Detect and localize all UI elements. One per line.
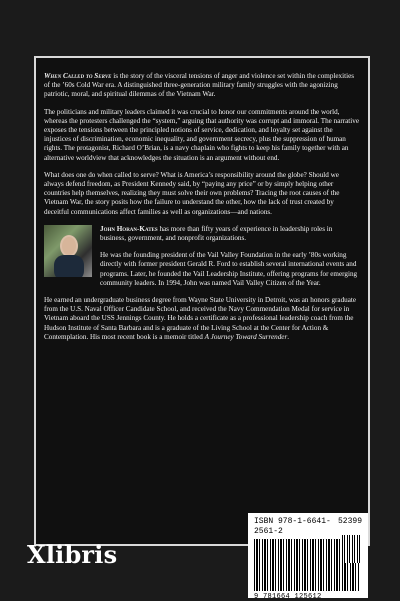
- barcode-supplement-bars: [342, 535, 362, 563]
- bio-paragraph-1: [100, 225, 360, 243]
- back-cover-panel: [34, 56, 370, 546]
- bio-3-text: He earned an undergraduate business degree from Wayne State University in Detroit, was an honors graduate from the U.S. Naval Officer Candidate School, and received the Navy Commendation Medal for service in Vietnam aboard the USS Jennings County. He holds a certificate as a professional leadership coach from the Hudson Institute of Santa Barbara and is a graduate of the Living School at the Center for Action & Contemplation. His most recent book is a memoir titled: [44, 296, 357, 341]
- author-name: John Horan-Kates: [100, 224, 158, 233]
- synopsis-paragraph-2: The politicians and military leaders claimed it was crucial to honor our commitments around the world, whereas the protesters challenged the “system,” arguing that authority was corrupt and immoral. The narrative exposes the tensions between the principled notions of service, dedication, and loyalty set against the injustices of discrimination, economic inequality, and government secrecy, plus the suppression of human rights. The protagonist, Richard O’Brian, is a navy chaplain who fights to keep his family together with an alternative worldview that acknowledges the situation is an argument without end.: [44, 107, 360, 162]
- barcode: [248, 513, 368, 601]
- recent-book-title: A Journey Toward Surrender: [204, 332, 288, 341]
- synopsis-1-text: is the story of the visceral tensions of anger and violence set within the complexities of the ’60s Cold War era. A distinguished three-generation military family struggles with the agonizing patriotic, moral, and spiritual dilemmas of the Vietnam War.: [44, 72, 355, 99]
- back-cover-text: [36, 58, 368, 350]
- author-bio: [44, 225, 360, 296]
- publisher-logo: Xlibris: [27, 540, 118, 569]
- synopsis-paragraph-1: [44, 72, 360, 100]
- barcode-digits: 9 781664 125612: [254, 593, 322, 601]
- price-code: 52399: [337, 517, 362, 526]
- isbn-text: ISBN 978-1-6641-2561-2: [254, 517, 331, 536]
- synopsis-paragraph-3: What does one do when called to serve? What is America’s responsibility around the globe? Should we always defend freedom, as President Kennedy said, by “paying any price” or by simply helping other countries help themselves, realizing they must solve their own problems? Tracing the root causes of the Vietnam War, the story posits how the failure to understand the other, how the lack of trust created by deceitful communications affect families as well as organizations—and nations.: [44, 170, 340, 216]
- bio-3-end: .: [287, 332, 290, 341]
- author-photo: [44, 225, 92, 277]
- bio-paragraph-2: He was the founding president of the Vail Valley Foundation in the early ’80s working directly with former president Gerald R. Ford to establish several international events and programs. Later, he founded the Vail Leadership Institute, offering programs for emerging community leaders. In 1994, John was named Vail Valley Citizen of the Year.: [100, 251, 358, 287]
- bio-1-text: has more than fifty years of experience in leadership roles in business, government, and nonprofit organizations.: [100, 224, 333, 243]
- book-title: When Called to Serve: [44, 72, 112, 80]
- author-bio-text: [100, 225, 360, 296]
- bio-paragraph-3: [44, 296, 360, 342]
- isbn-line: [254, 517, 362, 537]
